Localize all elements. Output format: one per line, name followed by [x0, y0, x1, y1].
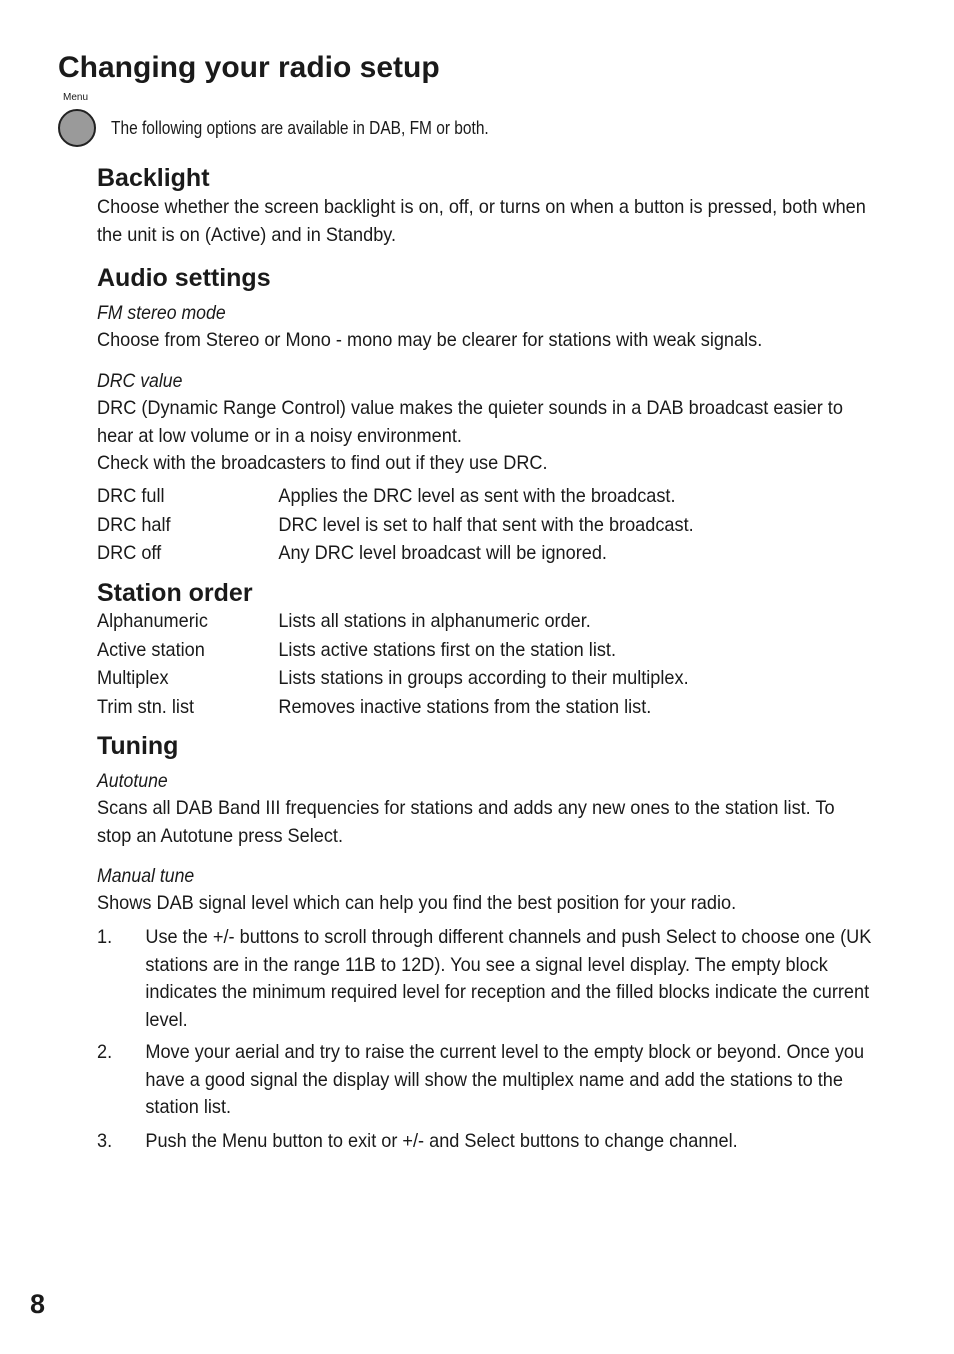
page-title: Changing your radio setup	[58, 51, 440, 84]
station-order-desc: Lists active stations first on the station list.	[278, 639, 617, 661]
manual-tune-text: Shows DAB signal level which can help you find the best position for your radio.	[97, 892, 737, 914]
page-number: 8	[30, 1289, 46, 1319]
drc-value-text: DRC (Dynamic Range Control) value makes the quieter sounds in a DAB broadcast easier to hear at low volume or in a noisy environment.	[97, 397, 843, 447]
station-order-desc: Lists all stations in alphanumeric order.	[278, 610, 591, 632]
drc-value-heading: DRC value	[97, 371, 183, 392]
list-item	[97, 1039, 897, 1123]
list-number: 1.	[97, 926, 113, 948]
backlight-text: Choose whether the screen backlight is on, off, or turns on when a button is pressed, both when the unit is on (Active) and in Standby.	[97, 196, 866, 246]
drc-desc: DRC level is set to half that sent with the broadcast.	[278, 514, 694, 536]
station-order-desc: Removes inactive stations from the station list.	[278, 696, 652, 718]
list-number: 2.	[97, 1041, 113, 1063]
backlight-heading: Backlight	[97, 164, 210, 192]
station-order-desc: Lists stations in groups according to their multiplex.	[278, 667, 689, 689]
station-order-term: Trim stn. list	[97, 696, 195, 718]
fm-stereo-heading: FM stereo mode	[97, 303, 226, 324]
tuning-heading: Tuning	[97, 732, 179, 760]
list-item	[97, 1128, 897, 1156]
autotune-heading: Autotune	[97, 771, 168, 792]
autotune-text: Scans all DAB Band III frequencies for stations and adds any new ones to the station list. To stop an Autotune press Select.	[97, 797, 835, 847]
drc-term: DRC half	[97, 514, 171, 536]
list-text: Use the +/- buttons to scroll through different channels and push Select to choose one (UK stations are in the range 11B to 12D). You see a signal level display. The empty block indicates the minimum required level for reception and the filled blocks indicate the current level.	[145, 926, 872, 1031]
station-order-term: Multiplex	[97, 667, 169, 689]
list-number: 3.	[97, 1130, 113, 1152]
station-order-term: Alphanumeric	[97, 610, 208, 632]
station-order-term: Active station	[97, 639, 205, 661]
manual-tune-heading: Manual tune	[97, 866, 195, 887]
list-text: Move your aerial and try to raise the current level to the empty block or beyond. Once you have a good signal the display will show the multiplex name and add the stations to the station list.	[145, 1041, 865, 1118]
drc-term: DRC off	[97, 542, 162, 564]
menu-button-icon	[58, 109, 96, 147]
drc-term: DRC full	[97, 485, 165, 507]
fm-stereo-text: Choose from Stereo or Mono - mono may be clearer for stations with weak signals.	[97, 329, 763, 351]
menu-button-label: Menu	[63, 92, 89, 103]
drc-check-text: Check with the broadcasters to find out if they use DRC.	[97, 452, 548, 474]
station-order-heading: Station order	[97, 579, 253, 607]
drc-desc: Any DRC level broadcast will be ignored.	[278, 542, 607, 564]
list-item	[97, 924, 897, 1036]
list-text: Push the Menu button to exit or +/- and Select buttons to change channel.	[145, 1130, 738, 1152]
audio-settings-heading: Audio settings	[97, 264, 271, 292]
intro-text: The following options are available in DAB, FM or both.	[111, 118, 489, 138]
drc-desc: Applies the DRC level as sent with the broadcast.	[278, 485, 676, 507]
